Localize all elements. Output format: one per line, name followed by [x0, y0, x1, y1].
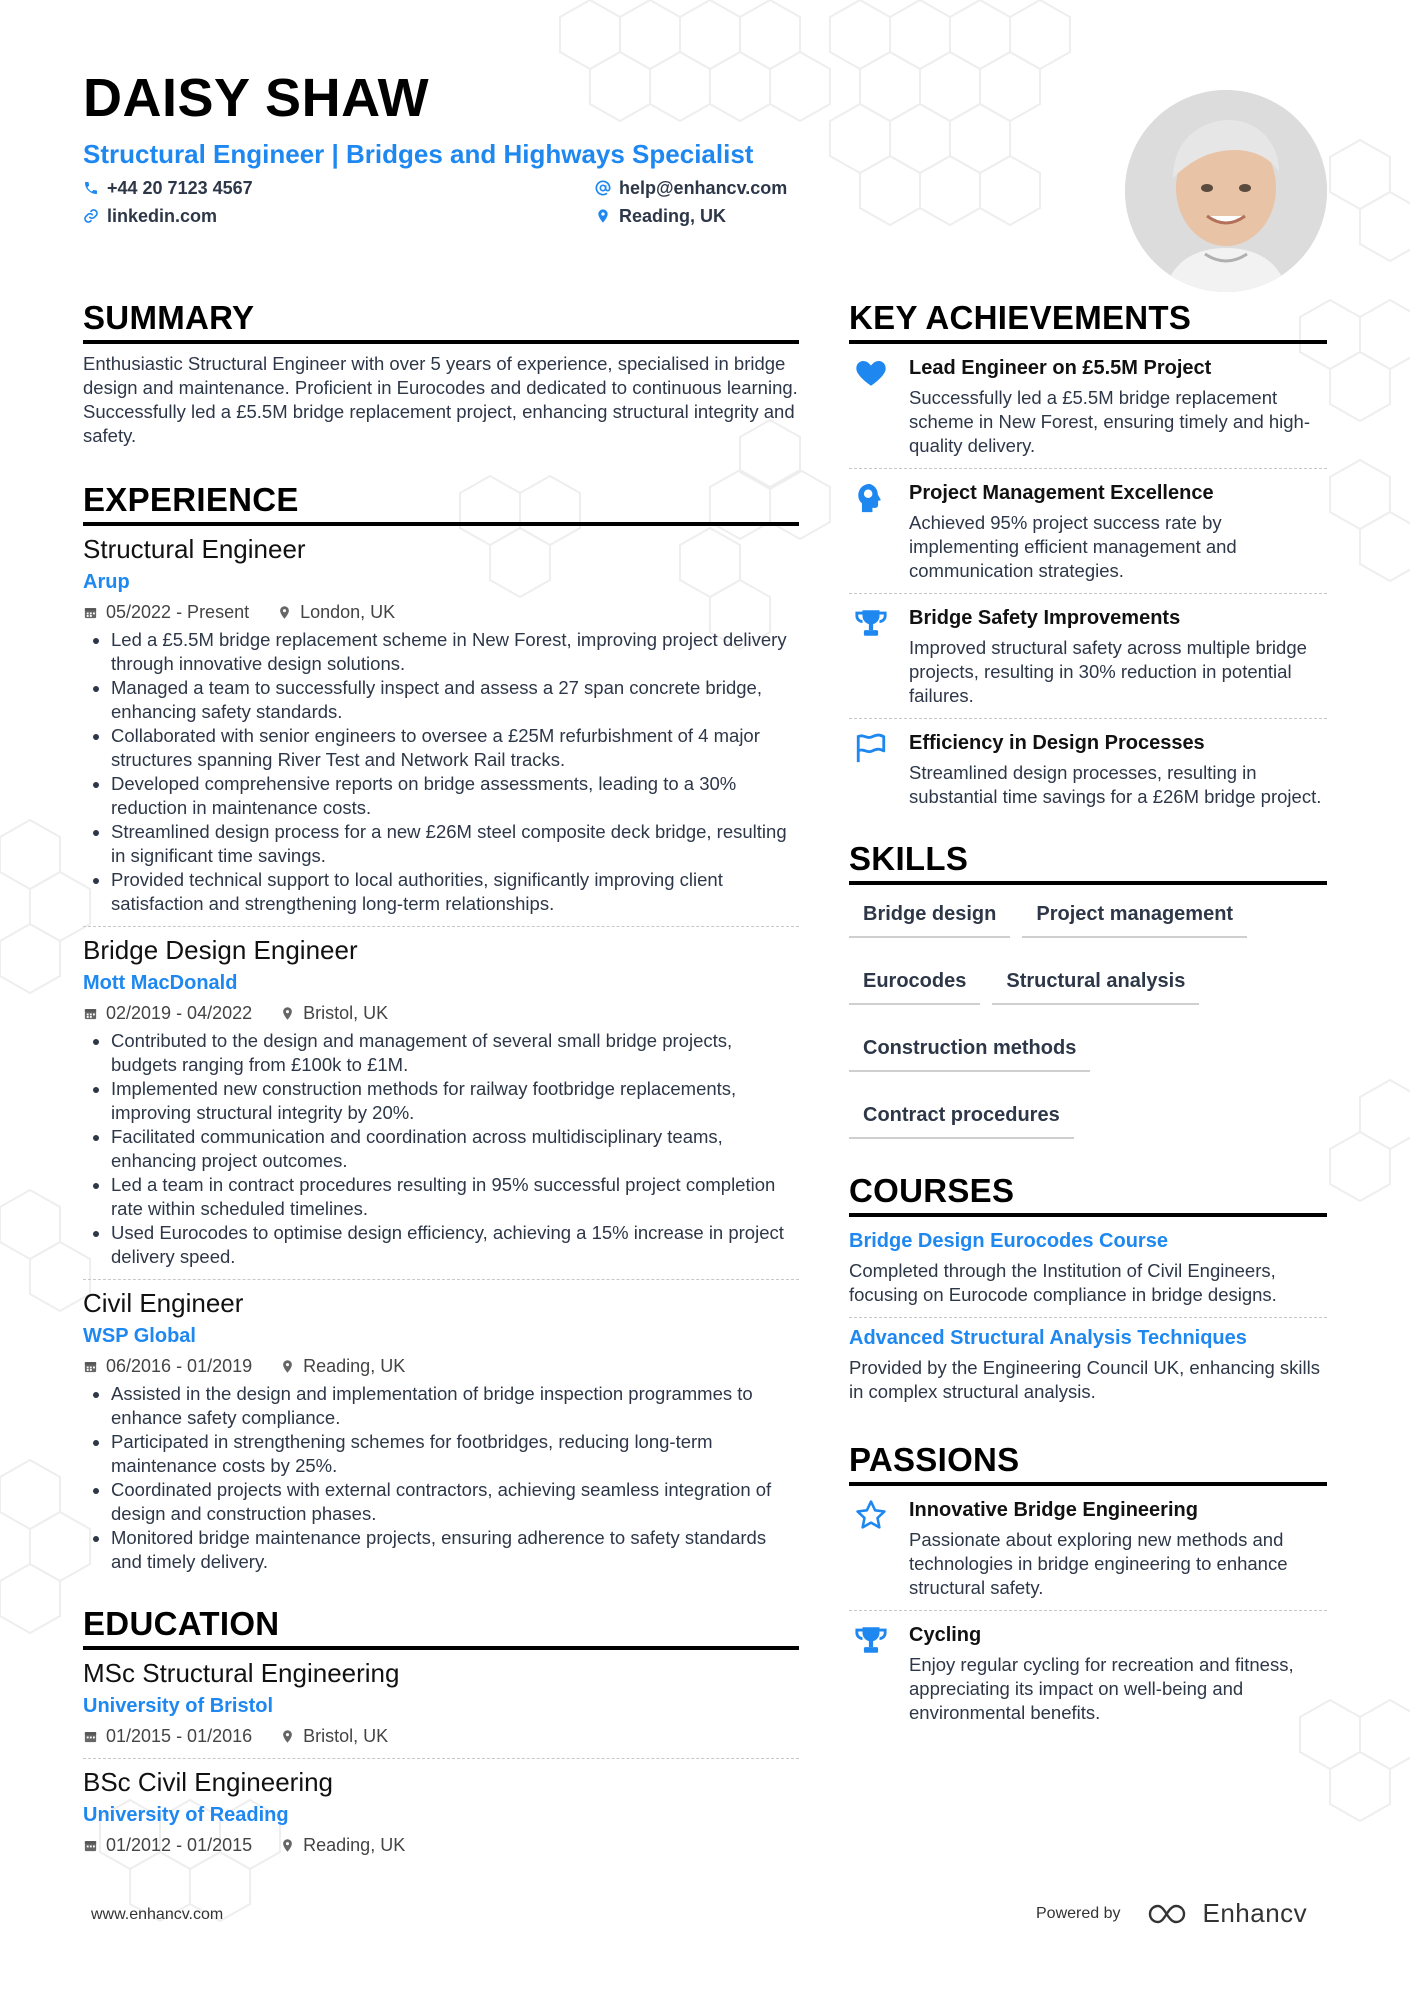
job-dates: 06/2016 - 01/2019: [106, 1356, 253, 1376]
phone-text: +44 20 7123 4567: [107, 177, 253, 198]
bullet-item: • Implemented new construction methods for railway footbridge replacements, improving structural integrity by 20%.: [111, 1077, 799, 1125]
bullet-item: • Assisted in the design and implementation of bridge inspection programmes to enhance safety compliance.: [111, 1382, 799, 1430]
skill-tag: Contract procedures: [849, 1102, 1074, 1139]
job-location: London, UK: [300, 602, 396, 622]
education-dates: 01/2012 - 01/2015: [106, 1835, 253, 1855]
passion-title: Innovative Bridge Engineering: [909, 1499, 1198, 1521]
summary-section: [83, 298, 799, 448]
course-desc: Completed through the Institution of Civil Engineers, focusing on Eurocode compliance in bridge designs.: [849, 1260, 1277, 1305]
avatar: [1125, 90, 1327, 292]
job-entry: [83, 933, 799, 1269]
job-location: Reading, UK: [303, 1356, 406, 1376]
linkedin-contact[interactable]: [83, 204, 595, 228]
flag-icon: [854, 731, 888, 765]
calendar-icon: [83, 1359, 98, 1374]
divider: [849, 1317, 1327, 1318]
bullet-item: • Coordinated projects with external contractors, achieving seamless integration of design and construction phases.: [111, 1478, 799, 1526]
job-meta: [83, 600, 799, 624]
bullet-item: • Used Eurocodes to optimise design efficiency, achieving a 15% increase in project delivery speed.: [111, 1221, 799, 1269]
achievement-item: [849, 354, 1327, 458]
achievement-desc: Achieved 95% project success rate by implementing efficient management and communication strategies.: [909, 512, 1237, 581]
education-meta: [83, 1833, 799, 1857]
calendar-icon: [83, 1006, 98, 1021]
bullet-item: • Led a team in contract procedures resulting in 95% successful project completion rate within scheduled timelines.: [111, 1173, 799, 1221]
job-bullets: [83, 628, 799, 916]
location-pin-icon: [280, 1006, 295, 1021]
school-name: University of Bristol: [83, 1695, 274, 1717]
bullet-item: • Streamlined design process for a new £26M steel composite deck bridge, resulting in significant time savings.: [111, 820, 799, 868]
divider: [849, 468, 1327, 469]
divider: [83, 1758, 799, 1759]
school-name: University of Reading: [83, 1804, 289, 1826]
courses-section: [849, 1171, 1327, 1404]
job-entry: [83, 1286, 799, 1574]
company-name: Mott MacDonald: [83, 972, 238, 994]
location-contact: [595, 204, 995, 228]
courses-heading: COURSES: [849, 1171, 1327, 1217]
achievement-title: Bridge Safety Improvements: [909, 607, 1181, 629]
passion-title: Cycling: [909, 1624, 982, 1646]
bullet-item: • Managed a team to successfully inspect and assess a 27 span concrete bridge, enhancing safety standards.: [111, 676, 799, 724]
powered-by-label: Powered by: [1036, 1904, 1121, 1922]
education-heading: EDUCATION: [83, 1604, 799, 1650]
skill-tag: Project management: [1022, 901, 1247, 938]
trophy-icon: [854, 606, 888, 640]
achievement-desc: Streamlined design processes, resulting in substantial time savings for a £26M bridge project.: [909, 762, 1322, 807]
heart-icon: [854, 356, 888, 390]
calendar-icon: [83, 1729, 98, 1744]
brand-logo[interactable]: [1147, 1898, 1308, 1929]
achievement-item: [849, 479, 1327, 583]
achievements-section: [849, 298, 1327, 809]
education-location: Bristol, UK: [303, 1726, 389, 1746]
skill-tag: Eurocodes: [849, 968, 980, 1005]
skills-section: [849, 839, 1327, 1139]
course-item: [849, 1227, 1327, 1307]
company-name: WSP Global: [83, 1325, 196, 1347]
left-column: [83, 298, 799, 1857]
achievement-desc: Successfully led a £5.5M bridge replacement scheme in New Forest, ensuring timely and high-quality delivery.: [909, 387, 1311, 456]
phone-icon: [83, 180, 99, 196]
enhancv-logo-icon: [1147, 1902, 1193, 1926]
at-icon: [595, 180, 611, 196]
head-icon: [854, 481, 888, 515]
skill-tag: Construction methods: [849, 1035, 1090, 1072]
job-location: Bristol, UK: [303, 1003, 389, 1023]
divider: [83, 1279, 799, 1280]
achievement-desc: Improved structural safety across multiple bridge projects, resulting in 30% reduction in potential failures.: [909, 637, 1307, 706]
company-name: Arup: [83, 571, 130, 593]
degree-title: MSc Structural Engineering: [83, 1658, 400, 1688]
bullet-item: • Contributed to the design and management of several small bridge projects, budgets ranging from £100k to £1M.: [111, 1029, 799, 1077]
education-location: Reading, UK: [303, 1835, 406, 1855]
education-section: [83, 1604, 799, 1857]
experience-section: [83, 480, 799, 1574]
passion-item: [849, 1496, 1327, 1600]
achievement-title: Lead Engineer on £5.5M Project: [909, 357, 1212, 379]
achievement-item: [849, 604, 1327, 708]
job-entry: [83, 532, 799, 916]
summary-text: Enthusiastic Structural Engineer with over 5 years of experience, specialised in bridge design and maintenance. Proficient in Eurocodes and dedicated to continuous learning. Successfully led a £5.5M bridge replacement project, enhancing structural integrity and safety.: [83, 353, 798, 446]
location-pin-icon: [595, 208, 611, 224]
divider: [849, 718, 1327, 719]
passions-section: [849, 1440, 1327, 1725]
course-item: [849, 1324, 1327, 1404]
right-column: [849, 298, 1327, 1725]
job-meta: [83, 1354, 799, 1378]
education-entry: [83, 1656, 799, 1748]
skills-heading: SKILLS: [849, 839, 1327, 885]
degree-title: BSc Civil Engineering: [83, 1767, 334, 1797]
linkedin-text: linkedin.com: [107, 205, 218, 226]
passion-item: [849, 1621, 1327, 1725]
job-meta: [83, 1001, 799, 1025]
bullet-item: • Monitored bridge maintenance projects, ensuring adherence to safety standards and timely delivery.: [111, 1526, 799, 1574]
footer-website[interactable]: www.enhancv.com: [91, 1906, 224, 1923]
job-title: Structural Engineer: [83, 534, 306, 564]
calendar-icon: [83, 1838, 98, 1853]
calendar-icon: [83, 605, 98, 620]
skill-tag: Bridge design: [849, 901, 1010, 938]
profile-photo: [1125, 90, 1327, 292]
education-entry: [83, 1765, 799, 1857]
skill-tag: Structural analysis: [992, 968, 1199, 1005]
divider: [83, 926, 799, 927]
job-bullets: [83, 1029, 799, 1269]
job-dates: 02/2019 - 04/2022: [106, 1003, 253, 1023]
education-dates: 01/2015 - 01/2016: [106, 1726, 253, 1746]
passion-desc: Enjoy regular cycling for recreation and fitness, appreciating its impact on well-being and environmental benefits.: [909, 1654, 1294, 1723]
job-title: Bridge Design Engineer: [83, 935, 358, 965]
link-icon: [83, 208, 99, 224]
email-contact[interactable]: [595, 176, 995, 200]
passions-heading: PASSIONS: [849, 1440, 1327, 1486]
phone-contact[interactable]: [83, 176, 595, 200]
brand-name: Enhancv: [1202, 1898, 1308, 1928]
bullet-item: • Participated in strengthening schemes for footbridges, reducing long-term maintenance costs by 25%.: [111, 1430, 799, 1478]
resume-header: [83, 66, 1103, 228]
location-text: Reading, UK: [619, 205, 727, 226]
course-desc: Provided by the Engineering Council UK, enhancing skills in complex structural analysis.: [849, 1357, 1320, 1402]
footer-powered-by: [1036, 1898, 1307, 1929]
divider: [849, 593, 1327, 594]
divider: [849, 1610, 1327, 1611]
bullet-item: • Provided technical support to local authorities, significantly improving client satisfaction and strengthening long-term relationships.: [111, 868, 799, 916]
candidate-name: DAISY SHAW: [83, 68, 430, 128]
achievement-title: Project Management Excellence: [909, 482, 1214, 504]
bullet-item: • Facilitated communication and coordination across multidisciplinary teams, enhancing project outcomes.: [111, 1125, 799, 1173]
passion-desc: Passionate about exploring new methods and technologies in bridge engineering to enhance structural safety.: [909, 1529, 1288, 1598]
location-pin-icon: [280, 1729, 295, 1744]
email-text: help@enhancv.com: [619, 177, 788, 198]
education-meta: [83, 1724, 799, 1748]
job-bullets: [83, 1382, 799, 1574]
star-icon: [854, 1498, 888, 1532]
achievements-heading: KEY ACHIEVEMENTS: [849, 298, 1327, 344]
summary-heading: SUMMARY: [83, 298, 799, 344]
course-title: Advanced Structural Analysis Techniques: [849, 1327, 1247, 1349]
headline: Structural Engineer | Bridges and Highways Specialist: [83, 139, 754, 169]
location-pin-icon: [280, 1359, 295, 1374]
achievement-title: Efficiency in Design Processes: [909, 732, 1205, 754]
experience-heading: EXPERIENCE: [83, 480, 799, 526]
bullet-item: • Led a £5.5M bridge replacement scheme in New Forest, improving project delivery through innovative design solutions.: [111, 628, 799, 676]
course-title: Bridge Design Eurocodes Course: [849, 1230, 1168, 1252]
trophy-icon: [854, 1623, 888, 1657]
skills-list: [849, 901, 1327, 1139]
location-pin-icon: [280, 1838, 295, 1853]
job-title: Civil Engineer: [83, 1288, 244, 1318]
bullet-item: • Collaborated with senior engineers to oversee a £25M refurbishment of 4 major structures spanning River Test and Network Rail tracks.: [111, 724, 799, 772]
job-dates: 05/2022 - Present: [106, 602, 250, 622]
achievement-item: [849, 729, 1327, 809]
bullet-item: • Developed comprehensive reports on bridge assessments, leading to a 30% reduction in maintenance costs.: [111, 772, 799, 820]
location-pin-icon: [277, 605, 292, 620]
contact-info: [83, 176, 1103, 228]
